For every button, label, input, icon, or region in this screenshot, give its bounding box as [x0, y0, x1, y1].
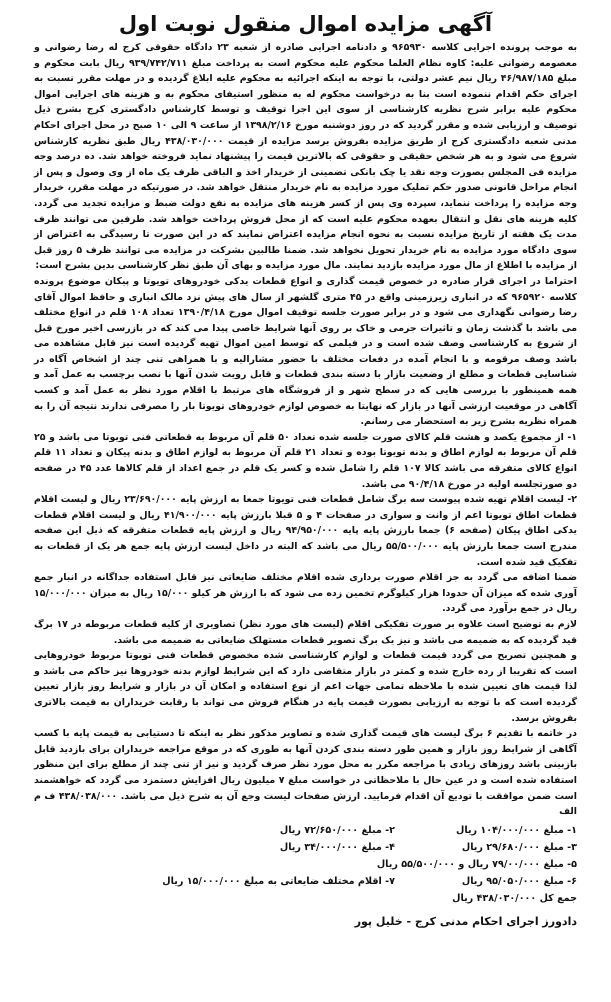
notice-paragraph: در خاتمه با تقدیم ۶ برگ لیست های قیمت گذاری شده و تصاویر مذکور نظر به اینکه تا دستیابی به قیمت پایه با کسب آگاهی از شرایط روز بازار و همین طور دسته بندی کردن آنها به طوری که در موقع مراجعه خریداران برای بازدید قابل بازبینی باشد روزهای زیادی با مراجعه مکرر به محل مورد نظر صرف گردید و نیز از تنی چند از مطلع برای این منظور استفاده شده است و در عین حال با ملاحظاتی در خواست مبلغ ۷ میلیون ریال افزایش دستمزد می گردد که خواهشمند است ضمن موافقت با تودیع آن اقدام فرمایید. ارزش صفحات لیست وجع آن به شرح ذیل می باشد. ۴۳۸/۰۳۸/۰۰۰ ف م الف [34, 728, 577, 818]
notice-page [0, 12, 611, 1002]
notice-paragraph: و همچنین تصریح می گردد قیمت قطعات و لوازم کارشناسی شده مخصوص قطعات فنی تویوتا مربوط خودروهایی است که تقریبا از رده خارج شده و کمتر در بازار متقاضی دارد که این شرایط لوازم بدنه خودروها نیز حاکم می باشد و لذا قیمت های تعیین شده با ملاحظه تمامی جهات اعم از نوع استفاده و امکان آن در بازار و شرایط روز بازار تعیین گردیده است که با توجه به ارزیابی بصورت قیمت پایه در هنگام فروش می تواند با رقابت خریداران به قیمت بالاتری بفروش برسد. [34, 650, 577, 724]
notice-paragraph: ۱- از مجموع یکصد و هشت قلم کالای صورت جلسه شده تعداد ۵۰ قلم آن مربوط به قطعاتی فنی تویوتا می باشد و ۲۵ قلم آن مربوط به لوازم اطاق و بدنه تویوتا بوده و تعداد ۲۱ قلم آن مربوط به لوازم اطاق و بدنه پیکان و تعداد ۱۱ قلم انواع کالای متفرقه می باشد کالا ۱۰۷ قلم را شامل شده و کسر یک قلم در جمع اعداد از قلم کالاها عدد ۴۵ در صفحه دو صورتجلسه اولیه در مورخ ۹۰/۴/۱۸ می باشد. [34, 431, 578, 490]
total-amount: جمع کل ۴۳۸/۰۳۰/۰۰۰ ریال [452, 892, 577, 904]
amount-item: ۵- مبلغ ۷۹/۰۰/۰۰۰ ریال و ۵۵/۵۰۰/۰۰۰ ریال [376, 858, 577, 870]
amount-item: ۲- مبلغ ۷۲/۶۵۰/۰۰۰ ریال [279, 824, 395, 836]
amounts-list [34, 822, 577, 890]
signature-line: دادورز اجرای احکام مدنی کرج - خلیل پور [354, 914, 577, 928]
amount-item: ۱- مبلغ ۱۰۴/۰۰۰/۰۰۰ ریال [456, 824, 577, 836]
notice-title: آگهی مزایده اموال منقول نوبت اول [118, 12, 493, 36]
notice-paragraph: لازم به توضیح است علاوه بر صورت تفکیکی اقلام (لیست های مورد نظر) تصاویری از کلیه قطعات مربوطه در ۱۷ برگ قید گردیده که به ضمیمه می باشد و نیز یک برگ تصویر قطعات مستهلک ضایعاتی به ضمیمه می باشد. [34, 618, 578, 646]
amount-item: ۴- مبلغ ۳۴/۰۰۰/۰۰۰ ریال [279, 841, 395, 853]
notice-paragraph: ۲- لیست اقلام تهیه شده پیوست سه برگ شامل قطعات فنی تویوتا جمعا به ارزش پایه ۲۳/۶۹۰/۰۰۰ ریال و لیست اقلام قطعات اطاق تویوتا اعم از وانت و سواری در صفحات ۴ و ۵ قبلا بارزش پایه ۴۱/۹۰۰/۰۰۰ ریال و لیست اقلام قطعات یدکی اطاق پیکان (صفحه ۶) جمعا بارزش پایه پایه ۹۴/۹۵۰/۰۰۰ ریال و ارزش پایه قطعات متفرقه که ذیل این صفحه مندرج است جمعا بارزش پایه ۵۵/۵۰۰/۰۰۰ ریال می باشد که البته در داخل لیست ارزش پایه جمع هر یک از قطعات به تفکیک قید شده است. [34, 494, 578, 568]
amount-item [95, 856, 395, 873]
amount-item: ۳- مبلغ ۲۹/۶۸۰/۰۰۰ ریال [461, 841, 577, 853]
notice-paragraph: به موجب پرونده اجرایی کلاسه ۹۶۵۹۳۰ و دادنامه اجرایی صادره از شعبه ۲۳ دادگاه حقوقی کرج له رضا رضوانی و معصومه رضوانی علیه: کاوه نظام العلما محکوم علیه محکوم است به پرداخت مبلغ ۹۳۹/۷۴۲/۷۱۱ ریال بابت محکوم و مبلغ ۴۶/۹۸۷/۱۸۵ ریال نیم عشر دولتی، با توجه به اینکه اجرائیه به محکوم علیه ابلاغ گردیده و در مهلت مقرر نسبت به اجرای حکم اقدام ننموده است بنا به درخواست محکوم له به منظور استیفای محکوم به و هزینه های اجرایی اموال محکوم علیه برابر شرح نظریه کارشناسی از سوی این اجرا توقیف و توسط کارشناس دادگستری کرج بشرح ذیل توصیف و ارزیابی شده و مقرر گردید که در روز دوشنبه مورخ ۱۳۹۸/۲/۱۶ از ساعت ۹ الی ۱۰ صبح در محل اجرای احکام مدنی شعبه دادگستری کرج از طریق مزایده بفروش برسد مزایده از قیمت ۴۳۸/۰۳۰/۰۰۰ ریال طبق نظریه کارشناس شروع می شود و به هر شخص حقیقی و حقوقی که بالاترین قیمت را پیشنهاد نماید فروخته خواهد شد. ده درصد وجه مزایده فی المجلس بصورت وجه نقد یا چک بانکی تضمینی از خریدار اخذ و الباقی ظرف یک ماه از وی وصول و پس از انجام مراحل قانونی صدور حکم تملیک مورد مزایده به نام خریدار منتقل خواهد شد. در صورتیکه در مهلت مقرر، خریدار وجه مزایده را پرداخت ننماید، سپرده وی پس از کسر هزینه های مزایده به نفع دولت ضبط و مزایده تجدید می گردد. کلیه هزینه های نقل و انتقال بعهده محکوم علیه است که از محل فروش پرداخت خواهد شد. طرفین می توانند ظرف مدت یک هفته از تاریخ مزایده نسبت به نحوه انجام مزایده اعتراض نمایند که در این صورت تا رسیدگی به اعتراض از سوی دادگاه مورد مزایده به نام خریدار تحویل نخواهد شد. ضمنا طالبین بشرکت در مزایده می توانند ظرف ۵ روز قبل از مزایده با اطلاع از مال مورد مزایده بازدید نمایند. مال مورد مزایده و بهای آن طبق نظر کارشناسی بدین بشرح است: [34, 42, 577, 272]
notice-paragraph: ضمنا اضافه می گردد به جز اقلام صورت برداری شده اقلام مختلف ضایعاتی نیز قابل استفاده جداگانه در انبار جمع آوری شده که میزان آن حدودا هزار کیلوگرم تخمین زده می شود که با ارزش هر کیلو ۱۵/۰۰۰ ریال به میزان ۱۵/۰۰۰/۰۰۰ ریال در جمع برآورد می گردد. [34, 572, 577, 615]
amount-item: ۶- مبلغ ۹۵/۰۵۰/۰۰۰ ریال [461, 875, 577, 887]
amount-item: ۷- اقلام مختلف ضایعاتی به مبلغ ۱۵/۰۰۰/۰۰۰ ریال [162, 875, 395, 887]
notice-paragraph: احتراما در اجرای قرار صادره در خصوص قیمت گذاری و انواع قطعات یدکی خودروهای تویوتا و پیکان موضوع پرونده کلاسه ۹۶۵۹۲۰ که در انباری زیرزمینی واقع در ۴۵ متری گلشهر از سال های پیش نزد مالک انباری و حافظ اموال آقای رضا رضوانی نگهداری می شود و در برابر صورت جلسه توقیف اموال مورخ ۱۳۹۰/۴/۱۸ تعداد ۱۰۸ قلم در انواع مختلف می باشد با گذشت زمان و تاثیرات جرمی و خاک بر روی آنها شرایط خاصی پیدا می کند که در بازرسی اخیر مورخ قبل از شروع به کارشناسی وصف شده است و در فیلمی که توسط امین اموال تهیه گردیده است نیز قابل مشاهده می باشد وصف مرقومه و با انجام آمده در دفعات مختلف با حضور مشارالیه و با همراهی تنی چند از اشخاص آگاه در شناسایی قطعات و مطلع از وضعیت بازار با دسته بندی قطعات و قابل رویت شدن آنها با نصب برچسب به عمل آمد و همه همینطور با بررسی هایی که در سطح شهر و از فروشگاه های مرتبط با اقلام مورد نظر به عمل آمد و کسب آگاهی در موقعیت ارزشی آنها در بازار که نهایتا به خصوص لوازم خودروهای تویوتا بار را مصرفی ندارند نتیجه آن را به همراه نظریه بشرح زیر به استحضار می رسانم. [34, 275, 577, 428]
